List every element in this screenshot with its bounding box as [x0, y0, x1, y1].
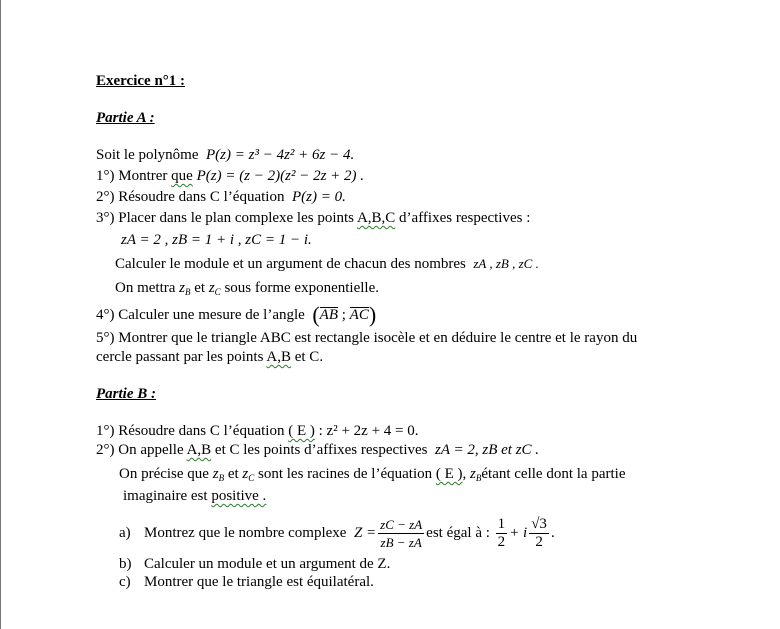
vector-ac: AC [349, 307, 369, 323]
polynomial-definition [96, 146, 354, 164]
b-prec-e: ( E ) [435, 466, 463, 482]
half-denominator: 2 [497, 533, 506, 550]
part-b-precision-line-2 [123, 487, 266, 505]
part-b-question-2 [96, 441, 539, 459]
qa-equal: est égal à : [426, 525, 490, 541]
qa-label: a) [119, 525, 131, 541]
b-prec-c: étant celle dont la partie [481, 466, 626, 482]
q3-expo-a: On mettra [115, 280, 176, 296]
qc-text: Montrer que le triangle est équilatéral. [144, 574, 374, 590]
part-a-question-1 [96, 167, 364, 185]
qc-label: c) [119, 574, 131, 590]
q3-calc-vars: zA , zB , zC . [473, 256, 539, 271]
intro-text: Soit le polynôme [96, 147, 199, 163]
fraction-half [496, 516, 508, 551]
part-b-question-a: a) Montrez que le nombre complexe Z = $\frac{zC - zA}{zB - zA}$ est égal à : $\frac{1}{2}$ + i $\frac{√3}{2}$ . [119, 515, 555, 550]
part-b-question-b [119, 555, 390, 573]
part-b-question-1 [96, 422, 418, 440]
q1-label: 1°) Montrer [96, 168, 168, 184]
qb-text: Calculer un module et un argument de Z. [144, 556, 391, 572]
half-numerator: 1 [497, 515, 506, 532]
qa-z: Z = [353, 525, 377, 541]
q3-calc-text: Calculer le module et un argument de chacun des nombres [115, 256, 466, 272]
qa-text: Montrez que le nombre complexe [144, 525, 347, 541]
part-b-title: Partie B : [96, 386, 156, 402]
polynomial-expr: P(z) = z³ − 4z² + 6z − 4. [206, 147, 355, 163]
b-q1-text: 1°) Résoudre dans C l’équation [96, 423, 285, 439]
q2-expr: P(z) = 0. [291, 189, 346, 205]
b-q2-text-b: et C les points d’affixes respectives [214, 442, 428, 458]
q3-points: A,B,C [356, 210, 396, 226]
b-q2-points: A,B [186, 442, 212, 458]
part-a-question-4: 4°) Calculer une mesure de l’angle (AB ; AC) [96, 302, 377, 327]
fraction-z [378, 516, 424, 551]
fraction-z-numerator: zC − zA [380, 516, 423, 532]
q3-exponential: On mettra $z_B$ et $z_C$ sous forme exponentielle. [115, 280, 379, 297]
vector-ab: AB [319, 307, 338, 323]
q3-expo-b: et [194, 280, 206, 296]
sqrt3-numerator: √3 [531, 515, 547, 532]
q3-text-a: 3°) Placer dans le plan complexe les points [96, 210, 355, 226]
b-q1-expr: : z² + 2z + 4 = 0. [318, 423, 419, 439]
part-a-question-2 [96, 188, 346, 206]
q5-points: A,B [266, 349, 291, 365]
exercise-title: Exercice n°1 : [96, 73, 186, 89]
part-a-question-5-line-2 [96, 348, 323, 366]
qb-label: b) [119, 556, 132, 572]
part-a-question-5-line-1: 5°) Montrer que le triangle ABC est rectangle isocèle et en déduire le centre et le rayon du [96, 330, 638, 346]
b-q1-e: ( E ) [288, 423, 315, 439]
q5-line2b: et C. [294, 349, 324, 365]
b-prec-b: sont les racines de l’équation [258, 466, 433, 482]
part-b-precision: On précise que $z_B$ et $z_C$ sont les racines de l’équation ( E ), $z_Bé\tan t$ celle dont la partie [119, 466, 626, 483]
part-b-question-c [119, 573, 374, 591]
q1-que: que [171, 168, 193, 184]
fraction-sqrt3 [529, 516, 549, 551]
sqrt3-denominator: 2 [535, 533, 543, 550]
q5-line2a: cercle passant par les points [96, 349, 264, 365]
b-prec-a: On précise que [119, 466, 209, 482]
part-a-title: Partie A : [96, 110, 155, 126]
q1-expr: P(z) = (z − 2)(z² − 2z + 2) . [196, 168, 365, 184]
q4-text: 4°) Calculer une mesure de l’angle [96, 307, 305, 323]
b-q2-text-a: 2°) On appelle [96, 442, 184, 458]
fraction-z-denominator: zB − zA [380, 534, 422, 550]
b-prec-pos: positive . [211, 488, 267, 504]
b-prec-d: imaginaire est [123, 488, 208, 504]
q3-text-b: d’affixes respectives : [399, 210, 531, 226]
plus-i: + i [509, 525, 528, 541]
b-q2-expr: zA = 2, zB et zC . [435, 442, 540, 458]
q3-expo-c: sous forme exponentielle. [224, 280, 379, 296]
q3-calc [115, 255, 539, 273]
q3-affixes: zA = 2 , zB = 1 + i , zC = 1 − i. [121, 232, 312, 248]
q2-text: 2°) Résoudre dans C l’équation [96, 189, 285, 205]
part-a-question-3 [96, 209, 530, 227]
